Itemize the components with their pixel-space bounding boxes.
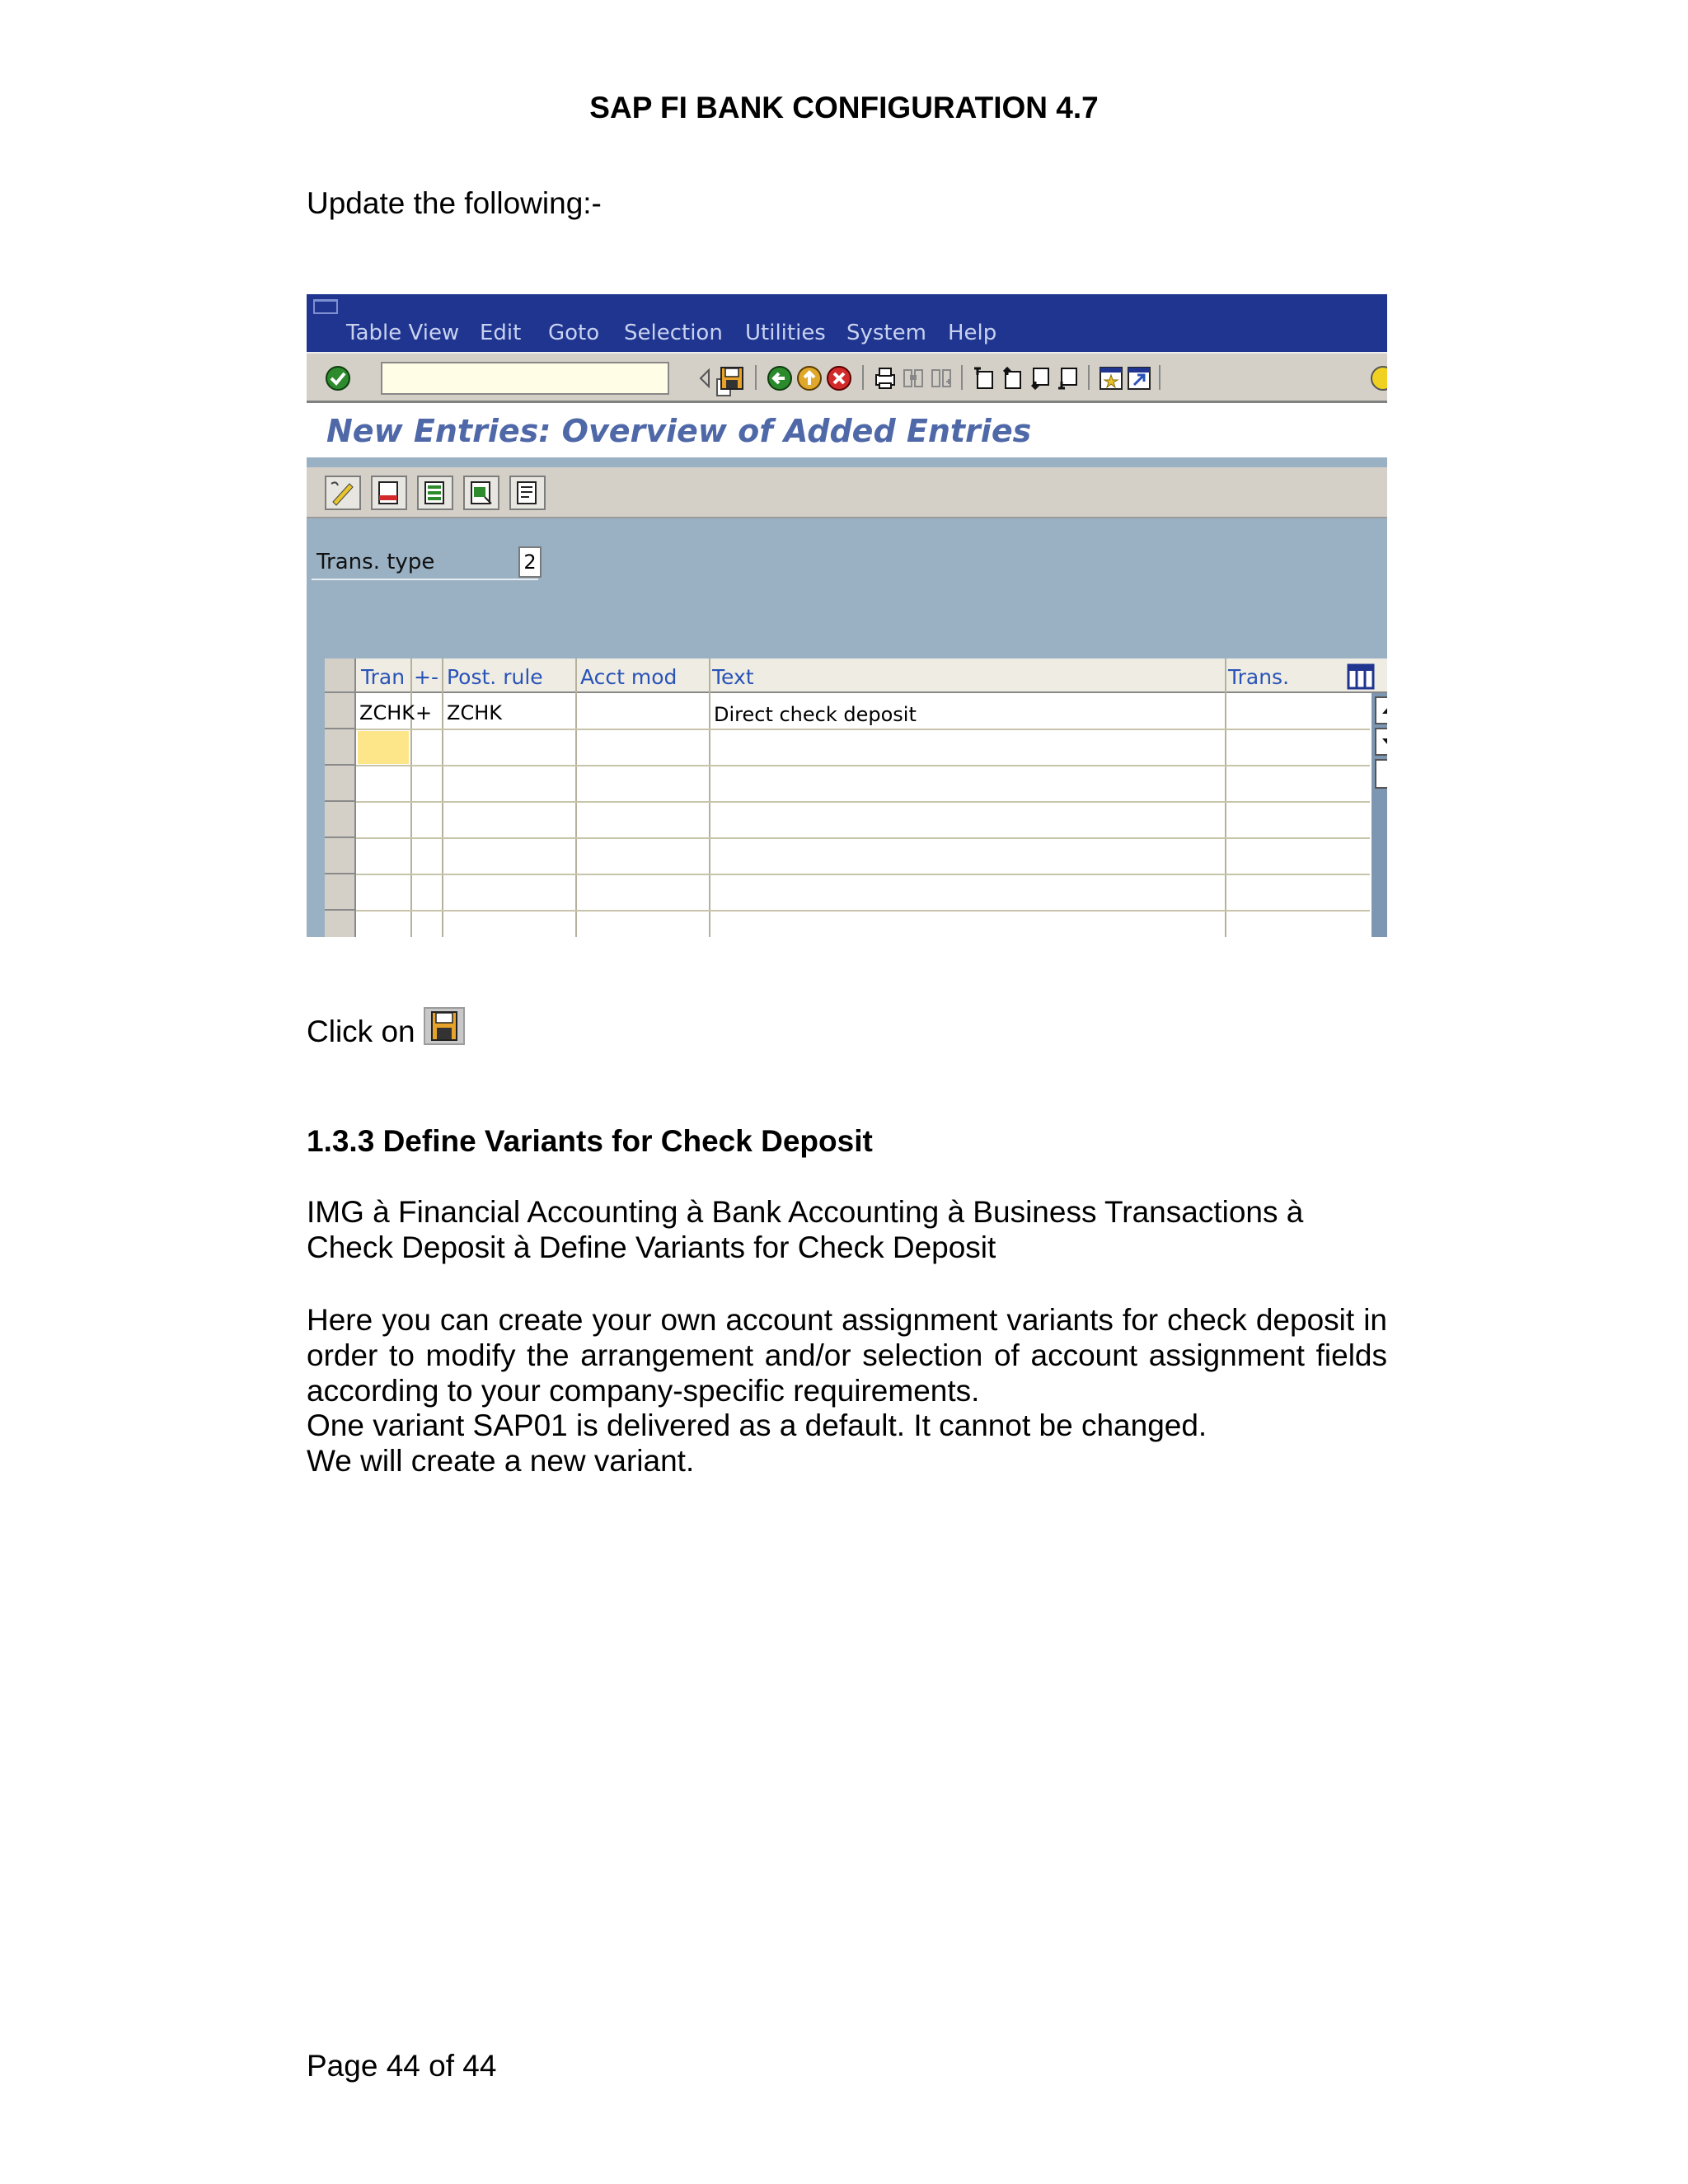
print-icon[interactable]: [872, 365, 898, 391]
body-line-default-variant: One variant SAP01 is delivered as a default. It cannot be changed.: [307, 1408, 1207, 1442]
row-selector[interactable]: [325, 911, 356, 937]
cell-text[interactable]: Direct check deposit: [714, 703, 917, 726]
scroll-thumb[interactable]: [1375, 759, 1387, 789]
sap-menubar: [307, 294, 1387, 352]
select-all-cell[interactable]: [325, 658, 356, 693]
img-path-line2: Check Deposit à Define Variants for Check Deposit: [307, 1230, 996, 1264]
screen-title: New Entries: Overview of Added Entries: [326, 413, 1032, 449]
col-header-post-rule[interactable]: Post. rule: [447, 665, 543, 689]
select-all-icon[interactable]: [417, 476, 453, 510]
section-heading: 1.3.3 Define Variants for Check Deposit: [307, 1124, 873, 1158]
system-menu-icon[interactable]: [313, 299, 338, 314]
command-field[interactable]: [381, 362, 669, 395]
save-icon[interactable]: [719, 365, 745, 391]
new-session-icon[interactable]: [1098, 365, 1124, 391]
standard-toolbar: [307, 352, 1387, 403]
collapse-arrow-icon[interactable]: [692, 365, 719, 391]
prev-page-icon[interactable]: [999, 365, 1025, 391]
column-divider: [1225, 658, 1226, 937]
body-paragraph: Here you can create your own account assignment variants for check deposit in order to modify the arrangement and/or selection of account assignment fields according to your company-specific requirements.: [307, 1303, 1387, 1408]
cell-tran[interactable]: ZCHK: [359, 701, 415, 724]
toolbar-separator: [1088, 365, 1090, 390]
col-header-sign[interactable]: +-: [414, 665, 438, 689]
column-divider: [709, 658, 710, 937]
row-divider: [356, 874, 1370, 875]
column-divider: [442, 658, 443, 937]
first-page-icon[interactable]: [971, 365, 997, 391]
trans-type-label: Trans. type: [316, 550, 435, 574]
row-selector[interactable]: [325, 838, 356, 874]
row-selector[interactable]: [325, 766, 356, 802]
row-selector[interactable]: [325, 874, 356, 911]
help-icon[interactable]: [1370, 365, 1387, 391]
col-header-text[interactable]: Text: [712, 665, 754, 689]
enter-icon[interactable]: [325, 365, 351, 391]
column-divider: [575, 658, 577, 937]
last-page-icon[interactable]: [1055, 365, 1081, 391]
toolbar-separator: [1159, 365, 1160, 390]
shortcut-icon[interactable]: [1126, 365, 1152, 391]
sap-screenshot: [307, 294, 1387, 937]
delete-row-icon[interactable]: [371, 476, 407, 510]
toolbar-separator: [755, 365, 757, 390]
img-path-line1: IMG à Financial Accounting à Bank Accounting à Business Transactions à: [307, 1195, 1304, 1229]
row-divider: [356, 837, 1370, 839]
page-footer: Page 44 of 44: [307, 2049, 497, 2083]
table-settings-icon[interactable]: [1347, 663, 1375, 690]
col-header-acct-mod[interactable]: Acct mod: [580, 665, 678, 689]
label-underline: [312, 579, 538, 580]
col-header-tran[interactable]: Tran: [361, 665, 406, 689]
menu-goto[interactable]: Goto: [548, 321, 600, 345]
cancel-icon[interactable]: [826, 365, 852, 391]
exit-icon[interactable]: [796, 365, 823, 391]
column-divider: [410, 658, 412, 937]
row-divider: [356, 910, 1370, 912]
find-icon[interactable]: [900, 365, 926, 391]
scroll-down-button[interactable]: [1375, 728, 1387, 756]
menu-selection[interactable]: Selection: [624, 321, 723, 345]
row-selector[interactable]: [325, 729, 356, 766]
col-header-trans[interactable]: Trans.: [1228, 665, 1290, 689]
menu-edit[interactable]: Edit: [480, 321, 522, 345]
next-page-icon[interactable]: [1027, 365, 1053, 391]
document-title: SAP FI BANK CONFIGURATION 4.7: [589, 91, 1099, 124]
select-block-icon[interactable]: [463, 476, 499, 510]
toolbar-separator: [961, 365, 963, 390]
table-header: [325, 658, 1387, 693]
row-divider: [356, 801, 1370, 803]
cell-sign[interactable]: +: [415, 701, 433, 724]
screen-titlebar: [307, 403, 1387, 457]
entries-table: [325, 658, 1387, 937]
toolbar-separator: [862, 365, 864, 390]
click-on-text: Click on: [307, 1015, 415, 1048]
deselect-all-icon[interactable]: [509, 476, 546, 510]
row-divider: [356, 729, 1370, 730]
back-icon[interactable]: [767, 365, 793, 391]
active-input-cell[interactable]: [358, 731, 409, 764]
row-divider: [356, 765, 1370, 766]
row-selector[interactable]: [325, 802, 356, 838]
row-selector[interactable]: [325, 693, 356, 729]
body-line-new-variant: We will create a new variant.: [307, 1444, 695, 1478]
vertical-scrollbar[interactable]: [1372, 693, 1387, 937]
menu-utilities[interactable]: Utilities: [745, 321, 826, 345]
click-instruction: [307, 1007, 465, 1049]
cell-post-rule[interactable]: ZCHK: [447, 701, 502, 724]
display-change-icon[interactable]: [325, 476, 361, 510]
menu-help[interactable]: Help: [948, 321, 997, 345]
application-toolbar: [307, 467, 1387, 518]
save-icon: [424, 1007, 465, 1045]
menu-table-view[interactable]: Table View: [346, 321, 460, 345]
menu-system[interactable]: System: [846, 321, 926, 345]
trans-type-field[interactable]: 2: [518, 546, 542, 578]
find-next-icon[interactable]: [928, 365, 954, 391]
intro-text: Update the following:-: [307, 186, 602, 220]
scroll-up-button[interactable]: [1375, 696, 1387, 724]
